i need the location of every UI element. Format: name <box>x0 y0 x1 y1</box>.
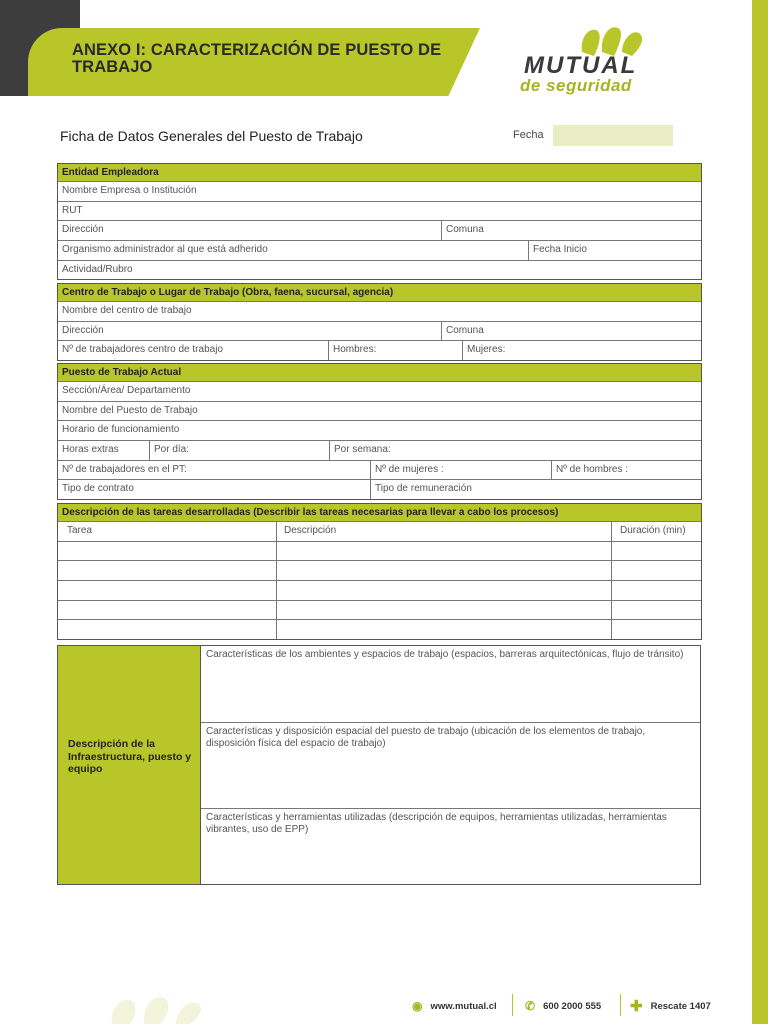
tarea-cell[interactable] <box>58 561 276 580</box>
herramientas-field[interactable]: Características y herramientas utilizadas (descripción de equipos, herramientas utilizadas, herramientas vibrantes, uso de EPP) <box>201 808 700 884</box>
direccion-centro-field[interactable]: Dirección <box>62 324 104 336</box>
footer-divider <box>620 994 621 1016</box>
logo-text-mutual: MUTUAL <box>524 52 638 79</box>
trabajadores-centro-field[interactable]: Nº de trabajadores centro de trabajo <box>62 344 223 356</box>
table-row <box>58 541 701 561</box>
footer-rescate[interactable] <box>630 996 711 1016</box>
page-title: ANEXO I: CARACTERIZACIÓN DE PUESTO DE TRABAJO <box>72 41 442 76</box>
nombre-empresa-field[interactable]: Nombre Empresa o Institución <box>62 185 197 196</box>
mujeres-centro-field[interactable]: Mujeres: <box>462 341 701 360</box>
rut-field[interactable]: RUT <box>62 204 83 216</box>
col-tarea-header: Tarea <box>67 525 93 536</box>
ambientes-field[interactable]: Características de los ambientes y espacios de trabajo (espacios, barreras arquitectónicas, flujo de tránsito) <box>206 649 684 660</box>
form-subtitle: Ficha de Datos Generales del Puesto de Trabajo <box>60 128 363 144</box>
col-descripcion-header: Descripción <box>276 522 611 541</box>
descripcion-cell[interactable] <box>276 601 611 620</box>
horario-field[interactable]: Horario de funcionamiento <box>62 424 180 436</box>
disposicion-field[interactable]: Características y disposición espacial del puesto de trabajo (ubicación de los elementos de trabajo, disposición física del espacio de trabajo) <box>201 722 700 808</box>
globe-icon: ◉ <box>412 999 423 1013</box>
phone-icon: ✆ <box>525 999 536 1013</box>
por-semana-field[interactable]: Por semana: <box>329 441 701 460</box>
watermark-logo-icon <box>110 990 230 1024</box>
table-row <box>58 619 701 639</box>
table-row <box>58 600 701 620</box>
tarea-cell[interactable] <box>58 601 276 620</box>
comuna-centro-field[interactable]: Comuna <box>441 322 701 341</box>
col-duracion-header: Duración (min) <box>611 522 701 541</box>
comuna-field[interactable]: Comuna <box>441 221 701 240</box>
logo-text-seguridad: de seguridad <box>520 76 632 95</box>
section-puesto <box>57 363 702 500</box>
horas-extras-label: Horas extras <box>62 444 119 456</box>
hombres-pt-field[interactable]: Nº de hombres : <box>551 461 701 480</box>
fecha-field[interactable] <box>553 125 673 146</box>
section-heading: Entidad Empleadora <box>58 164 701 181</box>
seccion-field[interactable]: Sección/Área/ Departamento <box>62 385 191 396</box>
descripcion-cell[interactable] <box>276 620 611 639</box>
footer-rescate-text: Rescate 1407 <box>650 1000 711 1012</box>
actividad-field[interactable]: Actividad/Rubro <box>62 263 133 275</box>
right-accent-bar <box>752 0 768 1024</box>
direccion-field[interactable]: Dirección <box>62 224 104 236</box>
footer-divider <box>512 994 513 1016</box>
trabajadores-pt-field[interactable]: Nº de trabajadores en el PT: <box>62 463 187 475</box>
duracion-cell[interactable] <box>611 601 701 620</box>
footer-phone[interactable] <box>525 996 601 1016</box>
fecha-label: Fecha <box>513 129 544 141</box>
section-heading: Centro de Trabajo o Lugar de Trabajo (Obra, faena, sucursal, agencia) <box>58 284 701 301</box>
duracion-cell[interactable] <box>611 561 701 580</box>
descripcion-cell[interactable] <box>276 581 611 600</box>
duracion-cell[interactable] <box>611 620 701 639</box>
nombre-centro-field[interactable]: Nombre del centro de trabajo <box>62 305 192 316</box>
infra-label-panel <box>58 646 201 884</box>
tipo-remuneracion-field[interactable]: Tipo de remuneración <box>370 480 701 499</box>
plus-icon: ✚ <box>630 998 643 1015</box>
footer-phone-text: 600 2000 555 <box>543 1000 602 1012</box>
tarea-cell[interactable] <box>58 620 276 639</box>
tipo-contrato-field[interactable]: Tipo de contrato <box>62 483 134 495</box>
section-infraestructura <box>57 645 701 885</box>
hombres-centro-field[interactable]: Hombres: <box>328 341 462 360</box>
footer-web-text: www.mutual.cl <box>430 1000 497 1012</box>
table-row <box>58 580 701 600</box>
section-heading: Puesto de Trabajo Actual <box>58 364 701 381</box>
section-tareas <box>57 503 702 640</box>
duracion-cell[interactable] <box>611 542 701 561</box>
nombre-puesto-field[interactable]: Nombre del Puesto de Trabajo <box>62 404 198 416</box>
descripcion-cell[interactable] <box>276 561 611 580</box>
organismo-field[interactable]: Organismo administrador al que está adherido <box>62 244 268 256</box>
section-entidad <box>57 163 702 280</box>
tarea-cell[interactable] <box>58 542 276 561</box>
infra-label: Descripción de la Infraestructura, puesto y equipo <box>68 738 192 775</box>
footer-web[interactable] <box>412 996 497 1016</box>
fecha-inicio-field[interactable]: Fecha Inicio <box>528 241 701 260</box>
por-dia-field[interactable]: Por día: <box>149 441 329 460</box>
duracion-cell[interactable] <box>611 581 701 600</box>
tarea-cell[interactable] <box>58 581 276 600</box>
descripcion-cell[interactable] <box>276 542 611 561</box>
section-heading: Descripción de las tareas desarrolladas (Describir las tareas necesarias para llevar a cabo los procesos) <box>58 504 701 521</box>
section-centro <box>57 283 702 361</box>
mujeres-pt-field[interactable]: Nº de mujeres : <box>370 461 551 480</box>
table-row <box>58 560 701 580</box>
mutual-logo <box>516 22 686 98</box>
